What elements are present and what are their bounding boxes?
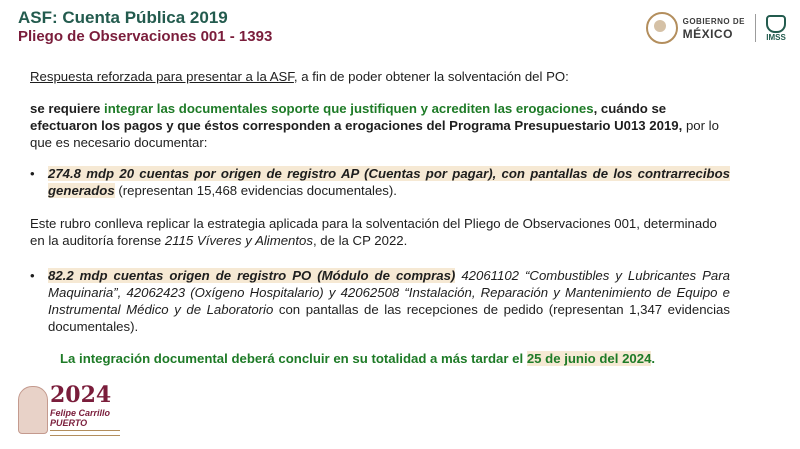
- logo-divider: [755, 14, 756, 42]
- gob-logo-line1: GOBIERNO DE: [682, 16, 745, 26]
- note-end: , de la CP 2022.: [312, 233, 408, 248]
- slide-subtitle: Pliego de Observaciones 001 - 1393: [18, 28, 273, 45]
- strategy-note: [30, 215, 730, 249]
- slide-title: ASF: Cuenta Pública 2019: [18, 8, 228, 27]
- requirement-highlight: integrar las documentales soporte que justifiquen y acrediten las erogaciones: [104, 101, 594, 116]
- imss-logo-text: IMSS: [766, 32, 786, 42]
- badge-name-line2: PUERTO: [50, 418, 88, 428]
- badge-decorative-line: [50, 430, 120, 436]
- intro-underlined: Respuesta reforzada para presentar a la ASF: [30, 69, 294, 84]
- bullet-po-accounts: 42061102 “Combustibles y Lubricantes Para Maquinaria”, 42062423 (Oxígeno Hospitalario) y 42062508 “Instalación, Reparación y Mantenimiento de Equipo e Instrumental Médico y de Laboratorio: [48, 268, 730, 317]
- institutional-logos: [646, 12, 786, 44]
- bullet-item-po: [30, 267, 730, 335]
- bullet-po-rest: con pantallas de las recepciones de pedido (representan 1,347 evidencias documentales).: [48, 302, 730, 334]
- portrait-icon: [18, 386, 48, 434]
- note-text: Este rubro conlleva replicar la estrategia aplicada para la solventación del Pliego de Observaciones 001, determinado en la auditoría forense: [30, 216, 717, 248]
- bullet-ap-rest: (representan 15,468 evidencias documentales).: [114, 183, 397, 198]
- note-italic: 2115 Víveres y Alimentos: [164, 233, 313, 248]
- gob-logo-line2: MÉXICO: [682, 26, 733, 41]
- bullet-po-emphasis: 82.2 mdp cuentas origen de registro PO (Módulo de compras): [48, 268, 456, 283]
- imss-logo: [766, 15, 786, 42]
- felipe-carrillo-puerto-2024-badge: [14, 378, 124, 440]
- bullet-item-ap: [30, 165, 730, 199]
- requirement-normal-rest: por lo que es necesario documentar:: [30, 118, 719, 150]
- slide-header: [18, 8, 272, 46]
- requirement-bold-rest: , cuándo se efectuaron los pagos y que éstos corresponden a erogaciones del Programa Presupuestario U013 2019,: [30, 101, 683, 133]
- imss-emblem-icon: [766, 15, 786, 33]
- intro-rest: , a fin de poder obtener la solventación del PO:: [293, 69, 569, 84]
- requirement-paragraph: [30, 100, 730, 151]
- slide-body: [30, 68, 730, 367]
- deadline-statement: [30, 350, 730, 367]
- gobierno-de-mexico-logo: [646, 12, 745, 44]
- deadline-text: La integración documental deberá concluir en su totalidad a más tardar el: [60, 351, 527, 366]
- intro-paragraph: [30, 68, 730, 85]
- national-seal-icon: [646, 12, 678, 44]
- requirement-lead: se requiere: [30, 101, 105, 116]
- badge-year: 2024: [50, 382, 112, 408]
- bullet-ap-emphasis: 274.8 mdp 20 cuentas por origen de registro AP (Cuentas por pagar), con pantallas de los contrarrecibos generados: [48, 166, 730, 198]
- deadline-end: .: [651, 351, 656, 366]
- badge-name-line1: Felipe Carrillo: [50, 408, 111, 418]
- deadline-date: 25 de junio del 2024: [526, 351, 652, 366]
